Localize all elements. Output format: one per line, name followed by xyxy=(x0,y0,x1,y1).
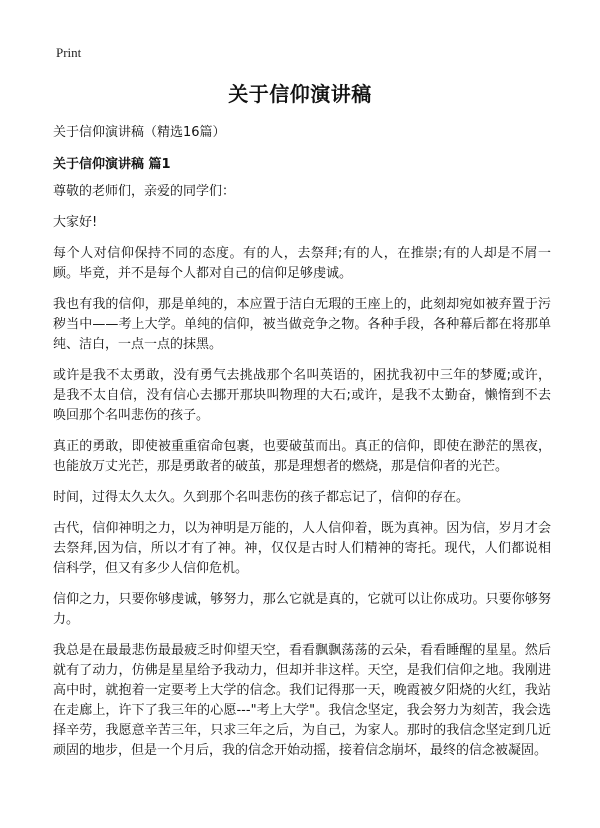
page-title: 关于信仰演讲稿 xyxy=(228,82,372,106)
paragraph: 大家好! xyxy=(53,215,98,230)
paragraph: 尊敬的老师们，亲爱的同学们： xyxy=(53,184,236,199)
section-heading: 关于信仰演讲稿 篇1 xyxy=(53,157,171,172)
paragraph: 我总是在最最悲伤最最疲乏时仰望天空，看看飘飘荡荡的云朵，看看睡醒的星星。然后就有了动力，仿佛是星星给予我动力，但却并非这样。天空，是我们信仰之地。我刚进高中时，就抱着一定要考上大学的信念。我们记得那一天，晚霞被夕阳烧的火红，我站在走廊上，许下了我三年的心愿---"考上大学"。我信念坚定，我会努力为刻苦，我会选择辛劳，我愿意辛苦三年，只求三年之后，为自己，为家人。那时的我信念坚定到几近顽固的地步，但是一个月后，我的信念开始动摇，接着信念崩坏，最终的信念被凝固。 xyxy=(53,643,551,758)
document-body xyxy=(53,182,551,772)
paragraph: 时间，过得太久太久。久到那个名叫悲伤的孩子都忘记了，信仰的存在。 xyxy=(53,490,470,505)
print-label[interactable]: Print xyxy=(56,45,82,60)
paragraph: 我也有我的信仰，那是单纯的，本应置于洁白无瑕的王座上的，此刻却宛如被弃置于污秽当中——考上大学。单纯的信仰，被当做竞争之物。各种手段，各种幕后都在将那单纯、洁白，一点一点的抹黑。 xyxy=(53,297,551,352)
paragraph: 古代，信仰神明之力，以为神明是万能的，人人信仰着，既为真神。因为信，岁月才会去祭拜,因为信，所以才有了神。神，仅仅是古时人们精神的寄托。现代，人们都说相信科学，但又有多少人信仰危机。 xyxy=(53,521,551,576)
paragraph: 或许是我不太勇敢，没有勇气去挑战那个名叫英语的，困扰我初中三年的梦魇;或许，是我不太自信，没有信心去挪开那块叫物理的大石;或许，是我不太勤奋，懒惰到不去唤回那个名叫悲伤的孩子。 xyxy=(53,368,551,423)
paragraph: 信仰之力，只要你够虔诚，够努力，那么它就是真的，它就可以让你成功。只要你够努力。 xyxy=(53,592,551,627)
paragraph: 每个人对信仰保持不同的态度。有的人，去祭拜;有的人，在推崇;有的人却是不屑一顾。毕竟，并不是每个人都对自己的信仰足够虔诚。 xyxy=(53,246,551,281)
paragraph: 真正的勇敢，即使被重重宿命包裹，也要破茧而出。真正的信仰，即使在渺茫的黑夜，也能放万丈光芒，那是勇敢者的破茧，那是理想者的燃烧，那是信仰者的光芒。 xyxy=(53,439,551,474)
document-subtitle: 关于信仰演讲稿（精选16篇） xyxy=(53,125,226,140)
